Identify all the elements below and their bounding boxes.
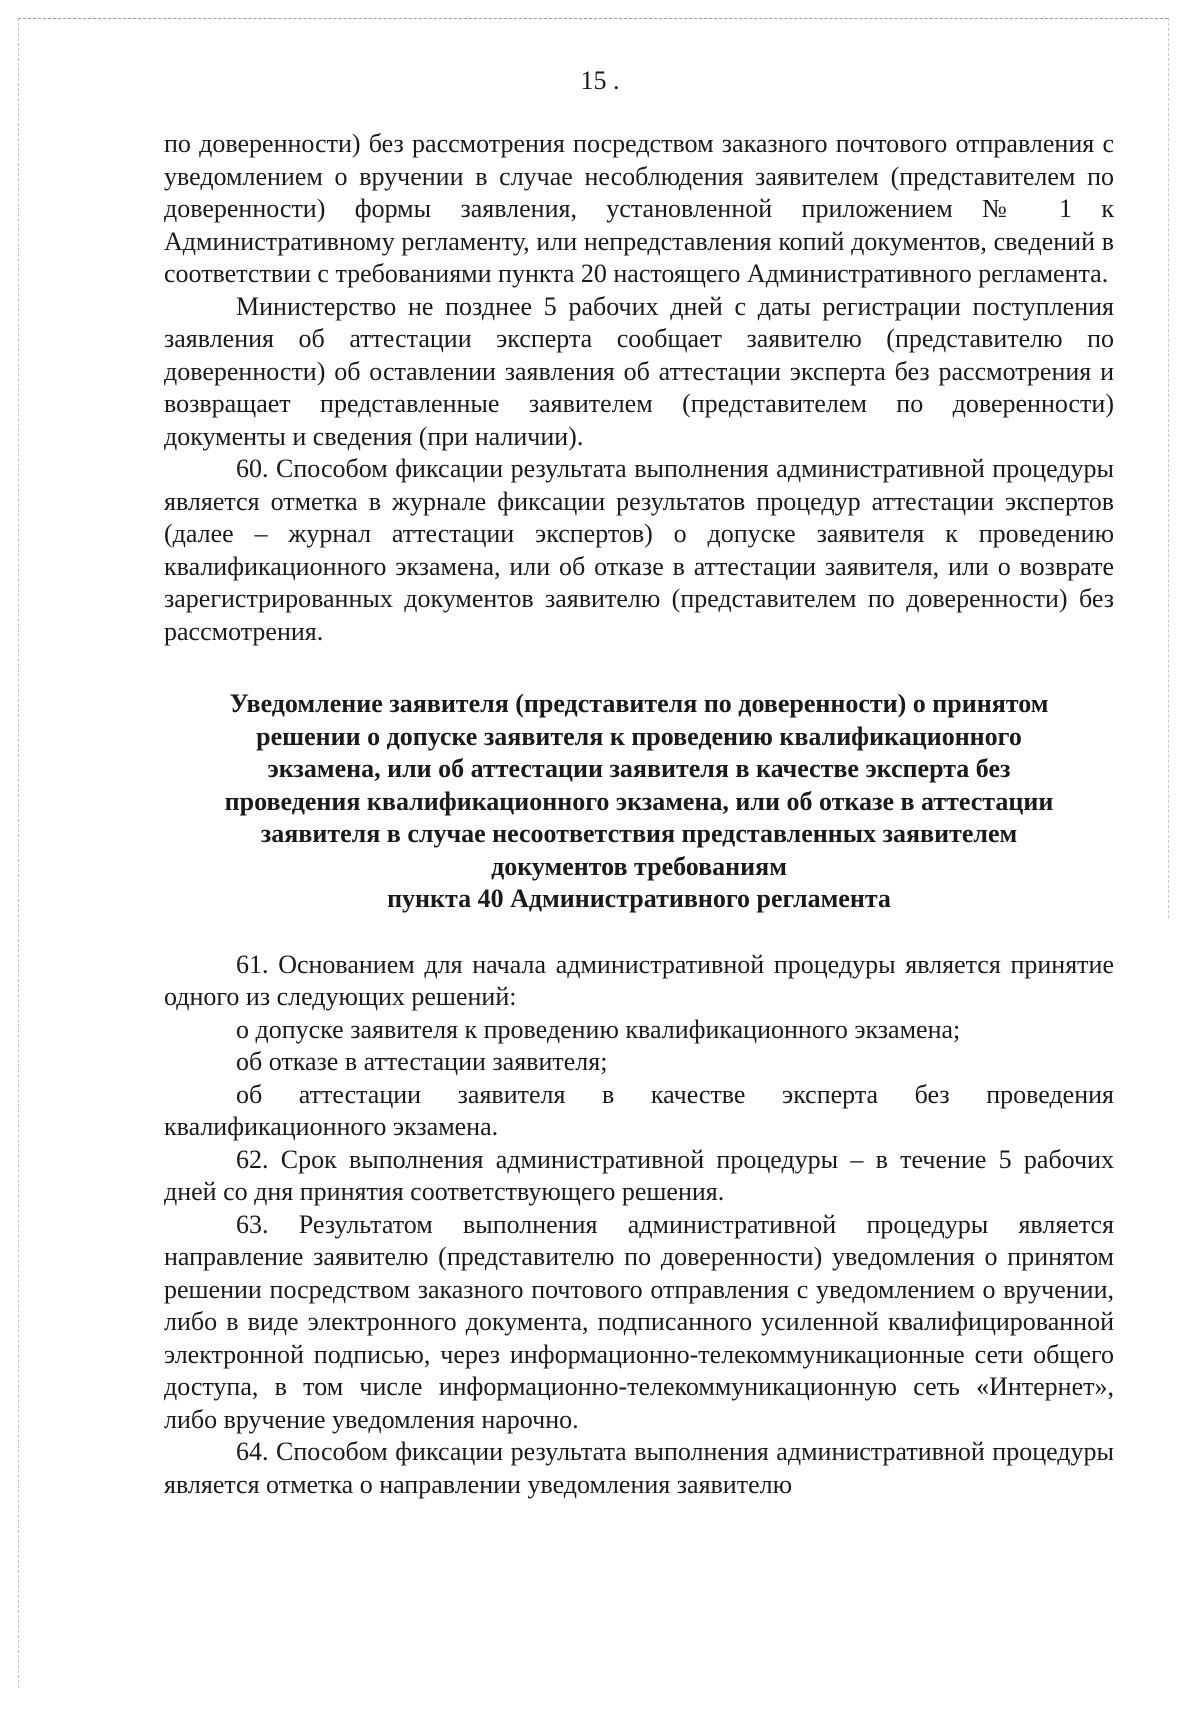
paragraph-60: 60. Способом фиксации результата выполнения административной процедуры является отметка в журнале фиксации результатов процедур аттестации экспертов (далее – журнал аттестации экспертов) о допуске заявителя к проведению квалификационного экзамена, или об отказе в аттестации заявителя, или о возврате зарегистрированных документов заявителю (представителем по доверенности) без рассмотрения. [164,454,1114,646]
paragraph-61: 61. Основанием для начала административной процедуры является принятие одного из следующих решений: [164,949,1114,1011]
paragraph-62: 62. Срок выполнения административной процедуры – в течение 5 рабочих дней со дня принятия соответствующего решения. [164,1144,1114,1206]
paragraph-63: 63. Результатом выполнения административной процедуры является направление заявителю (представителю по доверенности) уведомления о принятом решении посредством заказного почтового отправления с уведомлением о вручении, либо в виде электронного документа, подписанного усиленной квалифицированной электронной подписью, через информационно-телекоммуникационные сети общего доступа, в том числе информационно-телекоммуникационную сеть «Интернет», либо вручение уведомления нарочно. [164,1209,1114,1434]
section-heading-line: документов требованиям [491,851,787,881]
scan-edge-left [18,18,19,1688]
paragraph-64: 64. Способом фиксации результата выполнения административной процедуры является отметка о направлении уведомления заявителю [164,1437,1114,1499]
section-heading-line: экзамена, или об аттестации заявителя в качестве эксперта без [267,754,1011,783]
list-item-refusal: об отказе в аттестации заявителя; [236,1047,608,1076]
section-heading-line: Уведомление заявителя (представителя по доверенности) о принятом [229,689,1049,718]
section-heading-line: решении о допуске заявителя к проведению квалификационного [256,721,1022,751]
scan-edge-right [1168,18,1169,918]
document-body [164,128,1114,1501]
paragraph-continuation: по доверенности) без рассмотрения посредством заказного почтового отправления с уведомлением о вручении в случае несоблюдения заявителем (представителем по доверенности) формы заявления, установленной приложением № 1 к Административному регламенту, или непредставления копий документов, сведений в соответствии с требованиями пункта 20 настоящего Административного регламента. [164,129,1114,288]
section-heading-line: проведения квалификационного экзамена, или об отказе в аттестации [224,786,1054,816]
section-heading [164,688,1114,916]
list-item-admission: о допуске заявителя к проведению квалификационного экзамена; [236,1014,961,1044]
section-heading-line: пункта 40 Административного регламента [387,884,891,913]
paragraph-ministry-notice: Министерство не позднее 5 рабочих дней с даты регистрации поступления заявления об аттестации эксперта сообщает заявителю (представителю по доверенности) об оставлении заявления об аттестации эксперта без рассмотрения и возвращает представленные заявителем (представителем по доверенности) документы и сведения (при наличии). [164,291,1114,451]
scan-edge-top [18,18,1168,19]
section-heading-line: заявителя в случае несоответствия представленных заявителем [260,819,1018,848]
list-item-attestation-without-exam: об аттестации заявителя в качестве эксперта без проведения квалификационного экзамена. [164,1079,1114,1141]
page-number: 15 . [580,66,620,95]
